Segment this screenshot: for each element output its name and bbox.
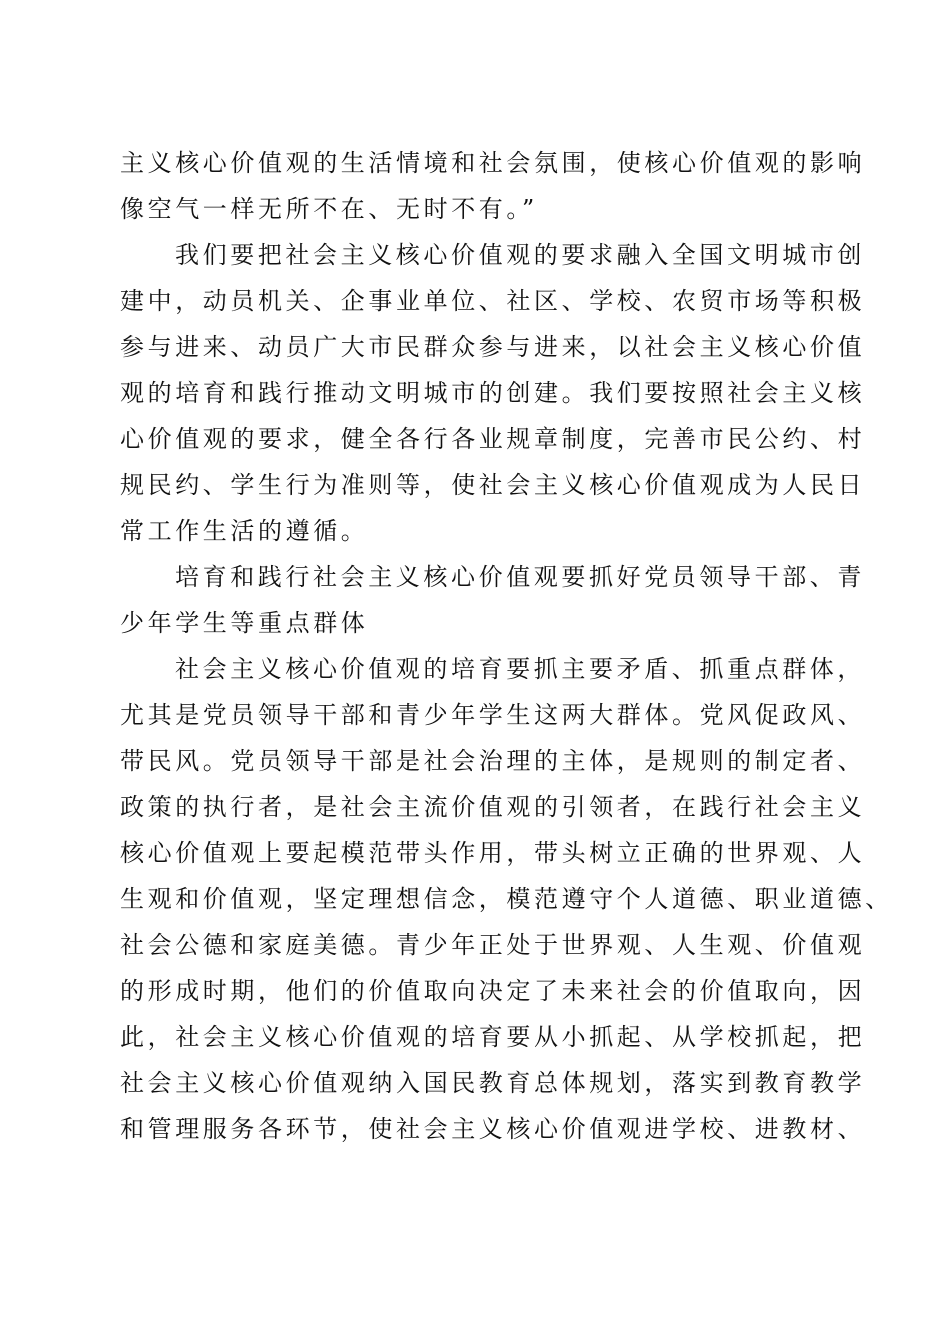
text-line: 此，社会主义核心价值观的培育要从小抓起、从学校抓起，把 xyxy=(120,1023,866,1051)
section-heading-line: 培育和践行社会主义核心价值观要抓好党员领导干部、青 xyxy=(175,563,865,591)
text-line: 参与进来、动员广大市民群众参与进来，以社会主义核心价值 xyxy=(120,333,866,361)
section-heading-line: 少年学生等重点群体 xyxy=(120,609,369,637)
text-line: 带民风。党员领导干部是社会治理的主体，是规则的制定者、 xyxy=(120,747,866,775)
text-line: 的形成时期，他们的价值取向决定了未来社会的价值取向，因 xyxy=(120,977,866,1005)
body-text xyxy=(120,140,893,1152)
text-line: 主义核心价值观的生活情境和社会氛围，使核心价值观的影响 xyxy=(120,149,866,177)
text-line: 常工作生活的遵循。 xyxy=(120,517,369,545)
text-line: 核心价值观上要起模范带头作用，带头树立正确的世界观、人 xyxy=(120,839,866,867)
text-line: 像空气一样无所不在、无时不有。” xyxy=(120,195,538,223)
text-line: 社会主义核心价值观纳入国民教育总体规划，落实到教育教学 xyxy=(120,1069,866,1097)
text-line: 政策的执行者，是社会主流价值观的引领者，在践行社会主义 xyxy=(120,793,866,821)
text-line: 社会公德和家庭美德。青少年正处于世界观、人生观、价值观 xyxy=(120,931,866,959)
text-line: 建中，动员机关、企事业单位、社区、学校、农贸市场等积极 xyxy=(120,287,866,315)
text-line: 尤其是党员领导干部和青少年学生这两大群体。党风促政风、 xyxy=(120,701,866,729)
text-line: 规民约、学生行为准则等，使社会主义核心价值观成为人民日 xyxy=(120,471,866,499)
paragraph-first-line: 我们要把社会主义核心价值观的要求融入全国文明城市创 xyxy=(175,241,865,269)
text-line: 和管理服务各环节，使社会主义核心价值观进学校、进教材、 xyxy=(120,1115,866,1143)
text-line: 生观和价值观，坚定理想信念，模范遵守个人道德、职业道德、 xyxy=(120,885,893,913)
text-line: 心价值观的要求，健全各行各业规章制度，完善市民公约、村 xyxy=(120,425,866,453)
paragraph-first-line: 社会主义核心价值观的培育要抓主要矛盾、抓重点群体， xyxy=(175,655,865,683)
text-line: 观的培育和践行推动文明城市的创建。我们要按照社会主义核 xyxy=(120,379,866,407)
